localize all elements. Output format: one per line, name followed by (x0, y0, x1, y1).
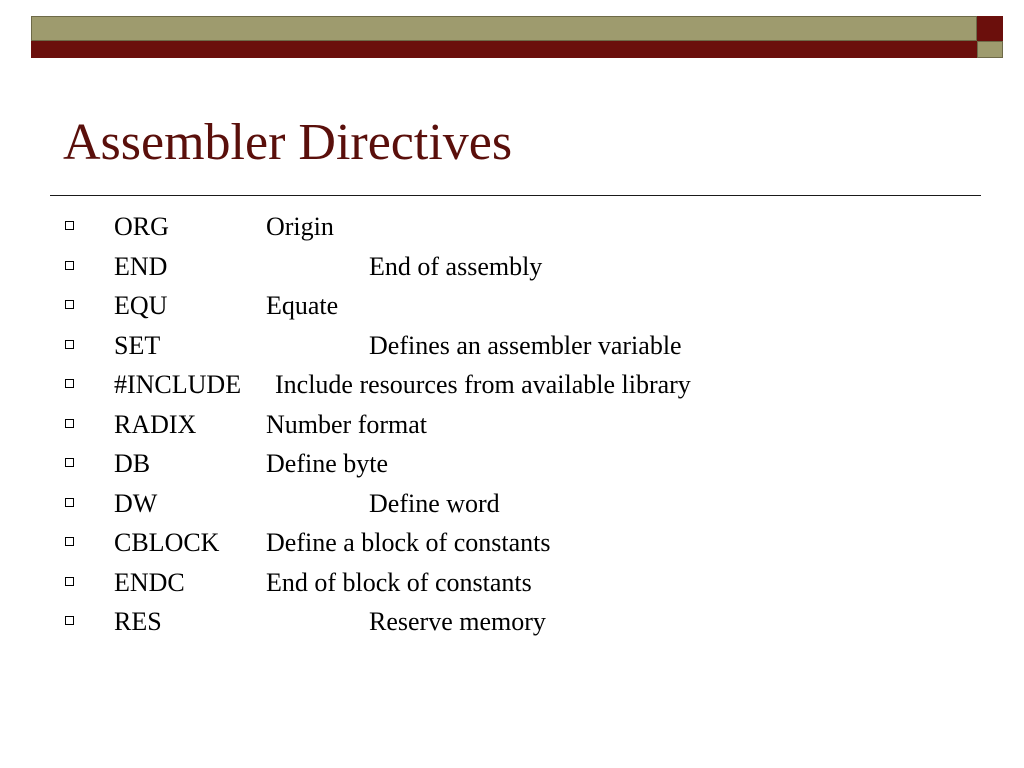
list-item (0, 405, 980, 445)
list-item (0, 602, 980, 642)
directive-description: Define byte (266, 449, 389, 478)
hollow-square-bullet-icon (65, 616, 74, 625)
directive-name: END (114, 251, 168, 281)
directive-description: Equate (266, 291, 339, 320)
list-item (0, 563, 980, 603)
hollow-square-bullet-icon (65, 221, 74, 230)
directive-description: Define a block of constants (266, 528, 551, 557)
directive-description: Number format (266, 409, 428, 439)
directive-name: EQU (114, 291, 168, 320)
directive-list (0, 207, 980, 642)
directive-name: DW (114, 488, 158, 518)
list-item (0, 523, 980, 563)
directive-description: Defines an assembler variable (369, 330, 682, 360)
directive-description: End of assembly (369, 251, 543, 281)
list-item (0, 484, 980, 524)
header-bar-maroon (31, 41, 977, 58)
directive-name: CBLOCK (114, 528, 220, 557)
hollow-square-bullet-icon (65, 261, 74, 270)
directive-description: Origin (266, 212, 334, 241)
list-item (0, 286, 980, 326)
list-item (0, 207, 980, 247)
list-item (0, 247, 980, 287)
hollow-square-bullet-icon (65, 498, 74, 507)
header-corner-square-maroon (977, 16, 1003, 41)
hollow-square-bullet-icon (65, 577, 74, 586)
hollow-square-bullet-icon (65, 458, 74, 467)
directive-name: #INCLUDE (114, 370, 242, 399)
directive-name: RES (114, 607, 162, 636)
list-item (0, 326, 980, 366)
directive-description: Include resources from available library (275, 370, 691, 399)
hollow-square-bullet-icon (65, 379, 74, 388)
title-divider (50, 195, 981, 196)
directive-name: ENDC (114, 567, 185, 597)
directive-description: End of block of constants (266, 567, 532, 597)
directive-name: SET (114, 330, 161, 360)
directive-description: Define word (369, 488, 500, 518)
directive-description: Reserve memory (369, 607, 546, 636)
directive-name: ORG (114, 212, 169, 241)
list-item (0, 365, 980, 405)
hollow-square-bullet-icon (65, 300, 74, 309)
hollow-square-bullet-icon (65, 419, 74, 428)
slide-title: Assembler Directives (63, 114, 513, 171)
directive-name: RADIX (114, 409, 197, 439)
hollow-square-bullet-icon (65, 537, 74, 546)
list-item (0, 444, 980, 484)
header-bar-olive (31, 16, 977, 41)
hollow-square-bullet-icon (65, 340, 74, 349)
header-corner-square-olive (977, 41, 1003, 58)
directive-name: DB (114, 449, 151, 478)
